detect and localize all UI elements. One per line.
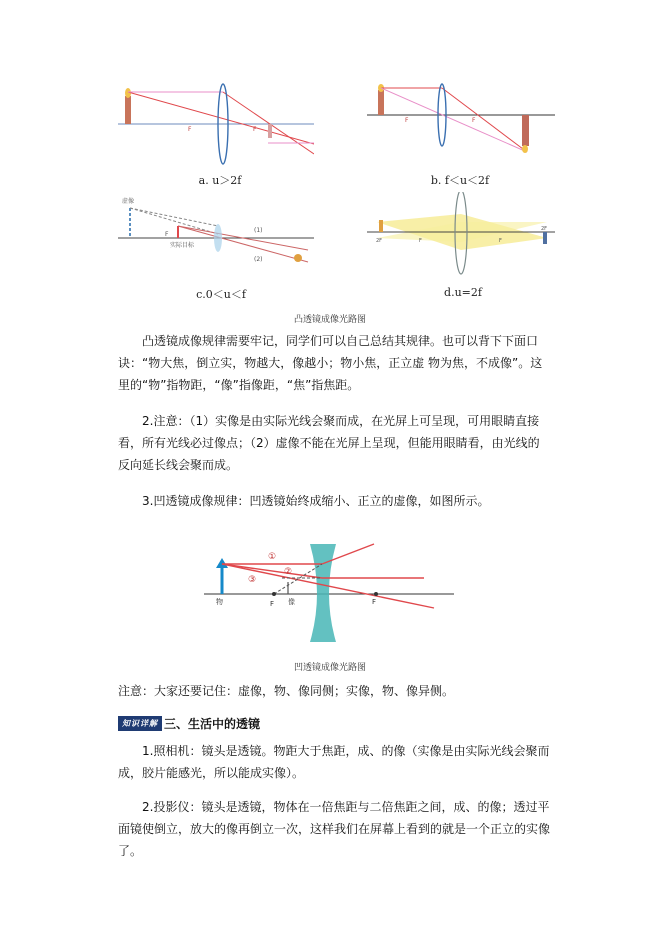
virtual-image-label: 虚像 <box>122 198 135 205</box>
paragraph-notes: 2.注意：（1）实像是由实际光线会聚而成，在光屏上可呈现，可用眼睛直接看，所有光线必过像点；（2）虚像不能在光屏上呈现，但能用眼睛看，由光线的反向延长线会聚而成。 <box>118 414 540 472</box>
figure-d-caption: d.u=2f <box>444 286 482 299</box>
figure-c-diagram <box>118 192 314 272</box>
focus-label: F <box>499 238 502 244</box>
image-candle <box>268 124 272 138</box>
candle-object <box>125 96 131 124</box>
convex-figure-caption: 凸透镜成像光路图 <box>293 315 366 325</box>
paragraph-projector: 2.投影仪：镜头是透镜，物体在一倍焦距与二倍焦距之间，成、的像；透过平面镜使倒立，放大的像再倒立一次，这样我们在屏幕上看到的就是一个正立的实像了。 <box>118 800 551 858</box>
figure-a-diagram <box>118 82 314 170</box>
focus-label: F <box>419 238 422 244</box>
ray1-label: ① <box>268 552 277 562</box>
focus-label: F <box>405 117 409 124</box>
ray1-label: (1) <box>254 227 263 234</box>
object-arrowhead <box>216 558 228 568</box>
section-title: 三、生活中的透镜 <box>164 716 261 731</box>
2f-label: 2F <box>541 226 548 232</box>
focus-point <box>374 592 378 596</box>
ray-line <box>222 564 322 578</box>
figure-a-caption: a. u＞2f <box>198 174 242 187</box>
figure-b-diagram <box>367 82 555 158</box>
section-badge: 知识详解 <box>118 716 162 731</box>
ray3-label: ③ <box>248 575 257 585</box>
image-candle <box>543 232 547 244</box>
paragraph-mnemonic: 凸透镜成像规律需要牢记，同学们可以自己总结其规律。也可以背下下面口诀：“物大焦，倒立实，物越大，像越小；物小焦，正立虚 物为焦，不成像”。这里的“物”指物距，“像”指像距，“焦”指焦距。 <box>118 334 543 392</box>
focus-label: F <box>165 231 169 238</box>
focus-point <box>272 592 276 596</box>
candle-object <box>378 90 384 115</box>
figure-c-caption: c.0＜u＜f <box>196 288 246 301</box>
extension-line <box>274 564 322 594</box>
extension-line <box>130 208 218 234</box>
ray-line <box>223 92 314 154</box>
real-object-label: 实际目标 <box>170 242 195 249</box>
2f-label: 2F <box>376 238 383 244</box>
image-candle <box>522 115 529 146</box>
extension-line <box>130 208 218 226</box>
paragraph-camera: 1.照相机：镜头是透镜。物距大于焦距，成、的像（实像是由实际光线会聚而成，胶片能感光，所以能成实像）。 <box>118 744 550 780</box>
ray2-label: (2) <box>254 256 263 263</box>
image-flame <box>522 145 528 153</box>
object-label: 物 <box>216 598 223 606</box>
focus-label: F <box>472 117 476 124</box>
ray-line <box>128 92 314 144</box>
section-heading <box>118 712 260 734</box>
eye-icon <box>294 254 302 262</box>
convex-lens <box>214 224 222 252</box>
focus-label: F <box>188 126 192 133</box>
ray2-label: ② <box>284 567 293 577</box>
paragraph-note-summary: 注意：大家还要记住：虚像，物、像同侧；实像，物、像异侧。 <box>118 684 455 698</box>
figure-b-caption: b. f＜u＜2f <box>430 174 490 187</box>
focus-label: F <box>372 598 377 606</box>
figure-d-diagram <box>367 192 555 276</box>
candle-object <box>379 220 383 232</box>
concave-lens-diagram <box>204 540 454 644</box>
image-label: 像 <box>288 598 295 606</box>
focus-label: F <box>253 126 257 133</box>
paragraph-concave-rule: 3.凹透镜成像规律：凹透镜始终成缩小、正立的虚像，如图所示。 <box>142 494 490 508</box>
concave-lens <box>310 544 336 642</box>
ray-line <box>178 226 308 262</box>
focus-label: F <box>270 600 275 608</box>
concave-figure-caption: 凹透镜成像光路图 <box>293 663 366 673</box>
